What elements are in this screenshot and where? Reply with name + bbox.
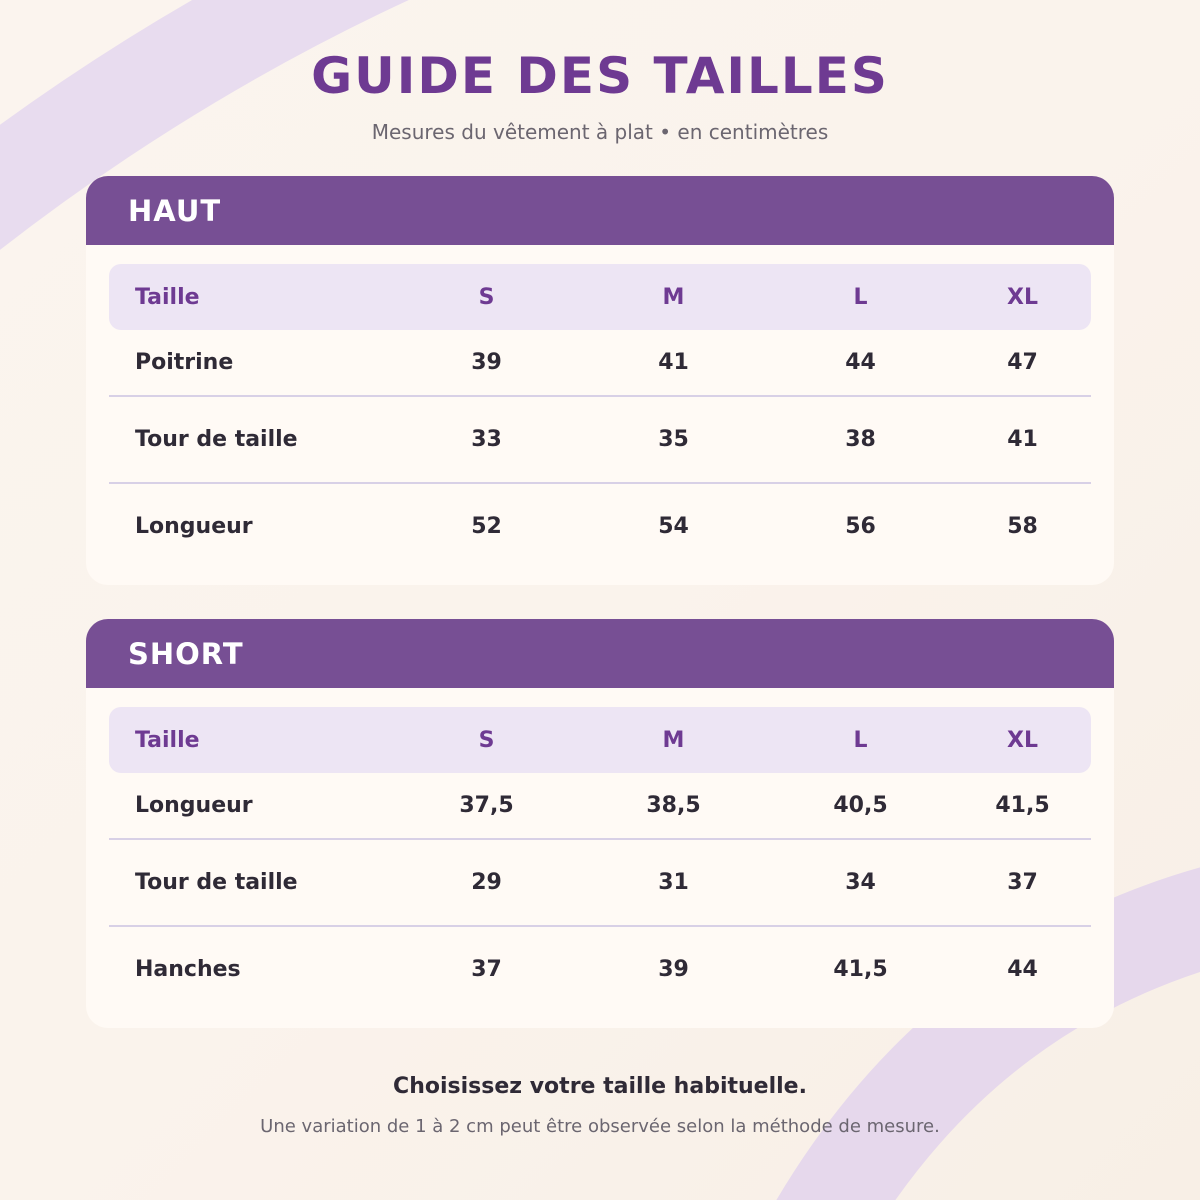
table-row <box>109 397 1091 484</box>
header-cell-size: XL <box>1007 727 1038 753</box>
row-value: 52 <box>471 514 502 539</box>
header-cell-label: Taille <box>135 727 200 753</box>
footer-note: Choisissez votre taille habituelle. <box>393 1074 807 1099</box>
row-value: 41,5 <box>833 957 888 982</box>
header-cell-size: M <box>662 284 685 310</box>
footer-disclaimer: Une variation de 1 à 2 cm peut être observée selon la méthode de mesure. <box>260 1116 940 1137</box>
row-value: 33 <box>471 427 502 452</box>
page-subtitle: Mesures du vêtement à plat • en centimètres <box>371 120 829 144</box>
row-value: 44 <box>845 350 876 375</box>
row-value: 39 <box>658 957 689 982</box>
header-cell-size: L <box>853 284 868 310</box>
card-header <box>86 176 1114 245</box>
row-value: 54 <box>658 514 689 539</box>
row-value: 38 <box>845 427 876 452</box>
page-header <box>0 44 1200 146</box>
row-value: 41 <box>658 350 689 375</box>
header-cell-size: S <box>478 727 495 753</box>
row-value: 41,5 <box>995 793 1050 818</box>
row-value: 44 <box>1007 957 1038 982</box>
row-value: 29 <box>471 870 502 895</box>
row-value: 37 <box>471 957 502 982</box>
row-value: 34 <box>845 870 876 895</box>
header-cell-label: Taille <box>135 284 200 310</box>
row-value: 41 <box>1007 427 1038 452</box>
table-row <box>109 330 1091 397</box>
header-cell-size: XL <box>1007 284 1038 310</box>
row-label: Longueur <box>135 793 253 818</box>
table-row <box>109 773 1091 840</box>
row-value: 39 <box>471 350 502 375</box>
row-label: Poitrine <box>135 350 234 375</box>
header-cell-size: L <box>853 727 868 753</box>
row-value: 47 <box>1007 350 1038 375</box>
row-label: Tour de taille <box>135 870 298 895</box>
row-value: 56 <box>845 514 876 539</box>
row-value: 58 <box>1007 514 1038 539</box>
row-value: 35 <box>658 427 689 452</box>
card-title: SHORT <box>128 636 244 671</box>
card-title: HAUT <box>128 193 222 228</box>
row-label: Tour de taille <box>135 427 298 452</box>
page-footer <box>0 1072 1200 1140</box>
size-table <box>109 707 1091 1012</box>
row-value: 38,5 <box>646 793 701 818</box>
table-header-row <box>109 264 1091 330</box>
table-header-row <box>109 707 1091 773</box>
size-card-short <box>86 619 1114 1028</box>
row-value: 31 <box>658 870 689 895</box>
header-cell-size: M <box>662 727 685 753</box>
row-value: 37,5 <box>459 793 514 818</box>
table-row <box>109 927 1091 1012</box>
row-label: Longueur <box>135 514 253 539</box>
row-value: 40,5 <box>833 793 888 818</box>
table-row <box>109 840 1091 927</box>
row-label: Hanches <box>135 957 241 982</box>
size-table <box>109 264 1091 569</box>
row-value: 37 <box>1007 870 1038 895</box>
size-card-top <box>86 176 1114 585</box>
table-row <box>109 484 1091 569</box>
page-title: GUIDE DES TAILLES <box>311 47 889 105</box>
card-header <box>86 619 1114 688</box>
header-cell-size: S <box>478 284 495 310</box>
